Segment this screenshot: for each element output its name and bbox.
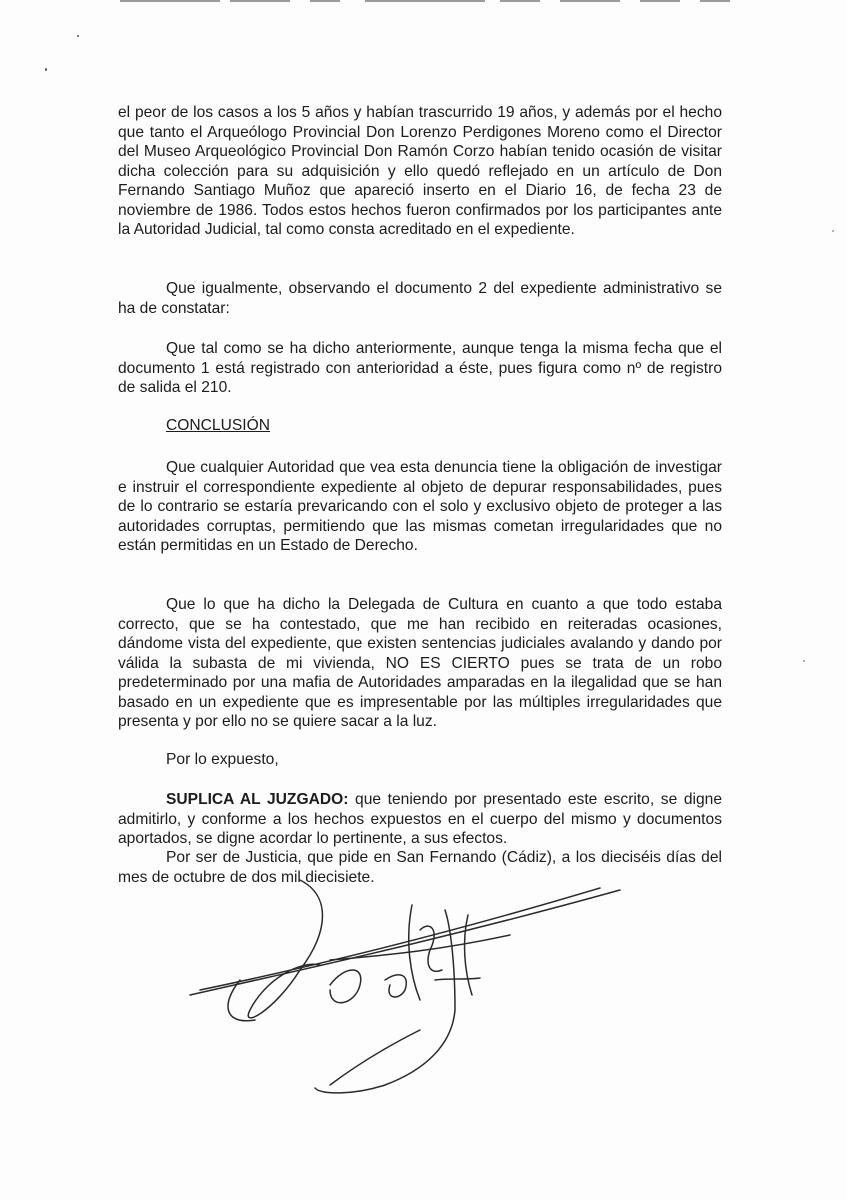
suplica-label: SUPLICA AL JUZGADO:: [166, 791, 349, 808]
suplica-paragraph: [118, 790, 722, 849]
body-paragraph: Que cualquier Autoridad que vea esta denuncia tiene la obligación de investigar e instruir el correspondiente expediente al objeto de depurar responsabilidades, pues de lo contrario se estaría prevaricando con el solo y exclusivo objeto de proteger a las autoridades corruptas, permitiendo que las mismas cometan irregularidades que no están permitidas en un Estado de Derecho.: [118, 459, 722, 554]
body-paragraph: Que igualmente, observando el documento 2 del expediente administrativo se ha de constatar:: [118, 280, 722, 317]
conclusion-heading: CONCLUSIÓN: [166, 417, 270, 434]
scan-speck: [77, 35, 79, 37]
scan-speck: [832, 230, 834, 232]
body-paragraph: Que lo que ha dicho la Delegada de Cultura en cuanto a que todo estaba correcto, que se ha contestado, que me han recibido en reiteradas ocasiones, dándome vista del expediente, que existen sentencias judiciales avalando y dando por válida la subasta de mi vivienda, NO ES CIERTO pues se trata de un robo predeterminado por una mafia de Autoridades amparadas en la ilegalidad que se han basado en un expediente que es impresentable por las múltiples irregularidades que presenta y por ello no se quiere sacar a la luz.: [118, 596, 722, 730]
body-paragraph: Por lo expuesto,: [166, 751, 279, 768]
scan-speck: [45, 68, 47, 71]
body-paragraph: el peor de los casos a los 5 años y habían trascurrido 19 años, y además por el hecho que tanto el Arqueólogo Provincial Don Lorenzo Perdigones Moreno como el Director del Museo Arqueológico Provincial Don Ramón Corzo habían tenido ocasión de visitar dicha colección para su adquisición y ello quedó reflejado en un artículo de Don Fernando Santiago Muñoz que apareció inserto en el Diario 16, de fecha 23 de noviembre de 1986. Todos estos hechos fueron confirmados por los participantes ante la Autoridad Judicial, tal como consta acreditado en el expediente.: [118, 104, 722, 238]
body-paragraph: Que tal como se ha dicho anteriormente, aunque tenga la misma fecha que el documento 1 está registrado con anterioridad a éste, pues figura como nº de registro de salida el 210.: [118, 340, 722, 396]
scan-edge-marks: [0, 0, 847, 4]
suplica-text: que teniendo por presentado este escrito, se digne admitirlo, y conforme a los hechos expuestos en el cuerpo del mismo y documentos aportados, se digne acordar lo pertinente, a sus efectos.: [118, 791, 723, 847]
handwritten-signature: [180, 860, 640, 1100]
closing-paragraph: Por ser de Justicia, que pide en San Fernando (Cádiz), a los dieciséis días del mes de octubre de dos mil diecisiete.: [118, 849, 722, 886]
scan-speck: [803, 660, 805, 662]
